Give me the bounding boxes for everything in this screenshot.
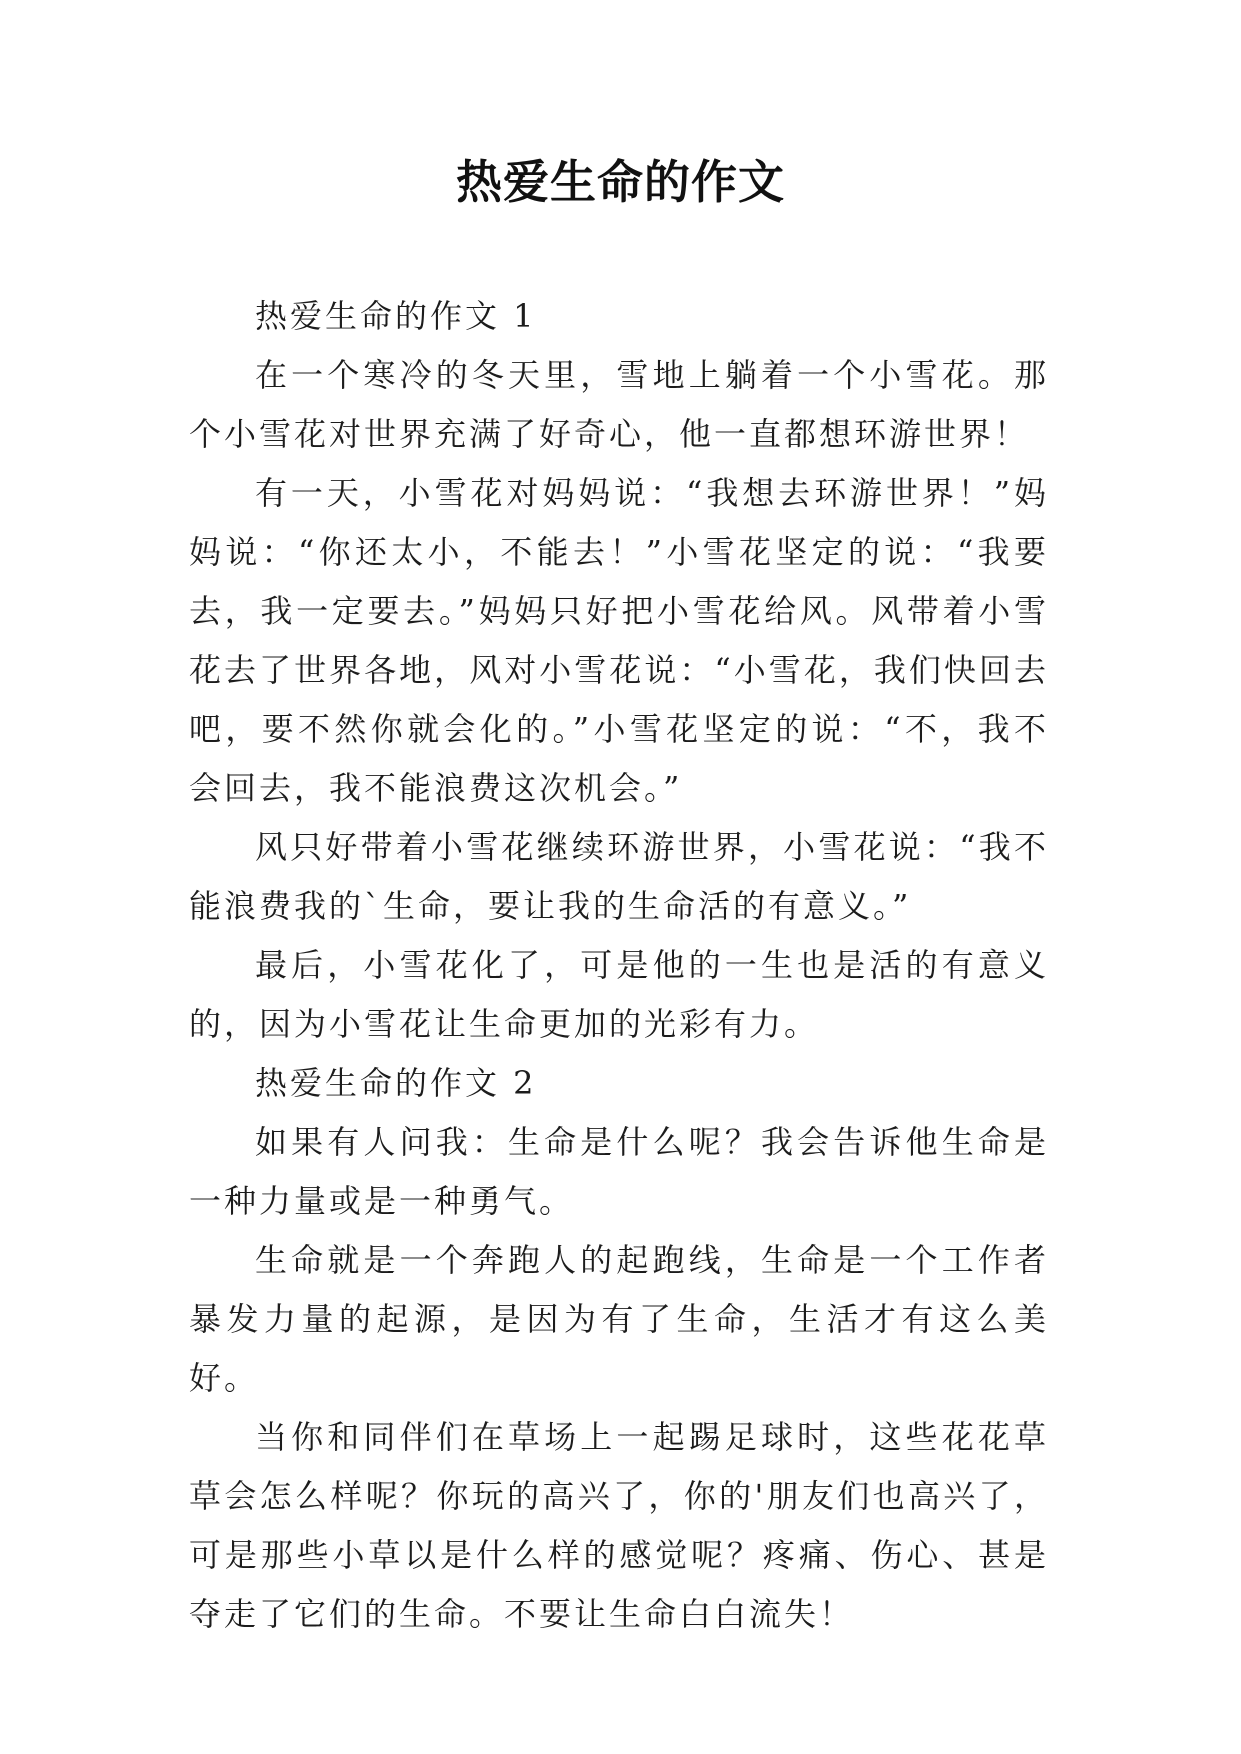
paragraph: 最后，小雪花化了，可是他的一生也是活的有意义的，因为小雪花让生命更加的光彩有力。 <box>189 946 1049 1043</box>
paragraph: 当你和同伴们在草场上一起踢足球时，这些花花草草会怎么样呢？你玩的高兴了，你的'朋友们也高兴了，可是那些小草以是什么样的感觉呢？疼痛、伤心、甚是夺走了它们的生命。不要让生命白白流失！ <box>189 1418 1049 1633</box>
paragraph: 生命就是一个奔跑人的起跑线，生命是一个工作者暴发力量的起源，是因为有了生命，生活才有这么美好。 <box>189 1241 1049 1397</box>
paragraph: 在一个寒冷的冬天里，雪地上躺着一个小雪花。那个小雪花对世界充满了好奇心，他一直都想环游世界！ <box>189 356 1049 453</box>
paragraph: 有一天，小雪花对妈妈说：“我想去环游世界！”妈妈说：“你还太小，不能去！”小雪花坚定的说：“我要去，我一定要去。”妈妈只好把小雪花给风。风带着小雪花去了世界各地，风对小雪花说：“小雪花，我们快回去吧，要不然你就会化的。”小雪花坚定的说：“不，我不会回去，我不能浪费这次机会。” <box>189 474 1049 807</box>
document-body <box>189 287 1049 1644</box>
document-title: 热爱生命的作文 <box>456 155 785 209</box>
paragraph: 风只好带着小雪花继续环游世界，小雪花说：“我不能浪费我的`生命，要让我的生命活的有意义。” <box>189 828 1049 925</box>
section-heading-2: 热爱生命的作文 2 <box>255 1064 537 1102</box>
paragraph: 如果有人问我：生命是什么呢？我会告诉他生命是一种力量或是一种勇气。 <box>189 1123 1049 1220</box>
section-heading-1: 热爱生命的作文 1 <box>255 297 537 335</box>
